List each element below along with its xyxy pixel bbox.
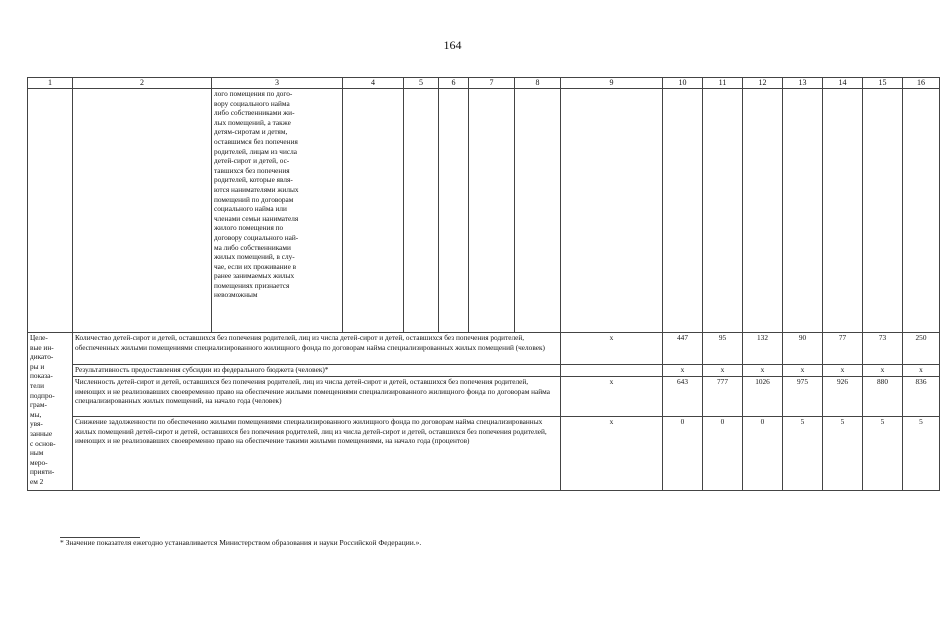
- table-row: [28, 417, 940, 491]
- value-cell: 0: [703, 417, 743, 491]
- value-cell: x: [561, 377, 663, 417]
- col-number: 10: [663, 78, 703, 89]
- col-number: 4: [343, 78, 404, 89]
- measure-description-continued: лого помещения по дого- вору социального найма либо собственниками жи- лых помещений, а также детям-сиротам и детям, оставшимся без попечения родителей, лицам из числа детей-сирот и детей, ос- тавшихся без попечения родителей, которые явля- ются нанимателями жилых помещений по договорам социального найма или членами семьи нанимателя жилого помещения по договору социального най- ма либо собственниками жилых помещений, в слу- чае, если их проживание в ранее занимаемых жилых помещениях признается невозможным: [212, 89, 343, 333]
- value-cell: x: [703, 365, 743, 377]
- col-number: 13: [783, 78, 823, 89]
- indicator-description: Снижение задолженности по обеспечению жилыми помещениями специализированного жилищного фонда по договорам найма специализированных жилых помещений детей-сирот и детей, оставшихся без попечения родителей, лиц из числа детей-сирот и детей, оставшихся без попечения родителей, имеющих и не реализовавших своевременно право на обеспечение такими жилыми помещениями, на начало года (процентов): [73, 417, 561, 491]
- value-cell: 777: [703, 377, 743, 417]
- value-cell: x: [743, 365, 783, 377]
- value-cell: 5: [823, 417, 863, 491]
- value-cell: 73: [863, 333, 903, 365]
- value-cell: 132: [743, 333, 783, 365]
- col-number: 12: [743, 78, 783, 89]
- value-cell: x: [783, 365, 823, 377]
- value-cell: x: [903, 365, 940, 377]
- value-cell: 447: [663, 333, 703, 365]
- table-row: [28, 377, 940, 417]
- value-cell: [561, 365, 663, 377]
- page-number: 164: [443, 38, 462, 52]
- value-cell: 836: [903, 377, 940, 417]
- table-row: [28, 333, 940, 365]
- col-number: 2: [73, 78, 212, 89]
- value-cell: x: [561, 417, 663, 491]
- table-row: [28, 365, 940, 377]
- column-number-row: [28, 78, 940, 89]
- continuation-row: [28, 89, 940, 333]
- col-number: 5: [404, 78, 439, 89]
- indicator-description: Количество детей-сирот и детей, оставшихся без попечения родителей, лиц из числа детей-сирот и детей, оставшихся без попечения родителей, обеспеченных жилыми помещениями специализированного жилищного фонда по договорам найма специализированных жилых помещений (человек): [73, 333, 561, 365]
- value-cell: 643: [663, 377, 703, 417]
- footnote: * Значение показателя ежегодно устанавливается Министерством образования и науки Российской Федерации.».: [60, 538, 422, 547]
- value-cell: x: [663, 365, 703, 377]
- col-number: 16: [903, 78, 940, 89]
- indicator-description: Численность детей-сирот и детей, оставшихся без попечения родителей, лиц из числа детей-сирот и детей, оставшихся без попечения родителей, имеющих и не реализовавших своевременно право на обеспечение жилыми помещениями специализированного жилищного фонда по договорам найма специализированных жилых помещений, на начало года (человек): [73, 377, 561, 417]
- col-number: 3: [212, 78, 343, 89]
- value-cell: 77: [823, 333, 863, 365]
- value-cell: x: [863, 365, 903, 377]
- value-cell: 0: [663, 417, 703, 491]
- value-cell: 95: [703, 333, 743, 365]
- col-number: 6: [439, 78, 469, 89]
- value-cell: 1026: [743, 377, 783, 417]
- col-number: 8: [515, 78, 561, 89]
- side-label: Целе- вые ин- дикато- ры и показа- тели подпро- грам- мы, увя- занные с основ- ным меро- прияти- ем 2: [28, 333, 73, 491]
- col-number: 1: [28, 78, 73, 89]
- col-number: 11: [703, 78, 743, 89]
- value-cell: 250: [903, 333, 940, 365]
- value-cell: x: [561, 333, 663, 365]
- value-cell: 975: [783, 377, 823, 417]
- value-cell: x: [823, 365, 863, 377]
- value-cell: 926: [823, 377, 863, 417]
- col-number: 14: [823, 78, 863, 89]
- value-cell: 5: [903, 417, 940, 491]
- value-cell: 0: [743, 417, 783, 491]
- indicator-description: Результативность предоставления субсидии из федерального бюджета (человек)*: [73, 365, 561, 377]
- value-cell: 5: [863, 417, 903, 491]
- col-number: 9: [561, 78, 663, 89]
- indicators-table: [27, 77, 940, 491]
- col-number: 15: [863, 78, 903, 89]
- value-cell: 880: [863, 377, 903, 417]
- value-cell: 90: [783, 333, 823, 365]
- value-cell: 5: [783, 417, 823, 491]
- col-number: 7: [469, 78, 515, 89]
